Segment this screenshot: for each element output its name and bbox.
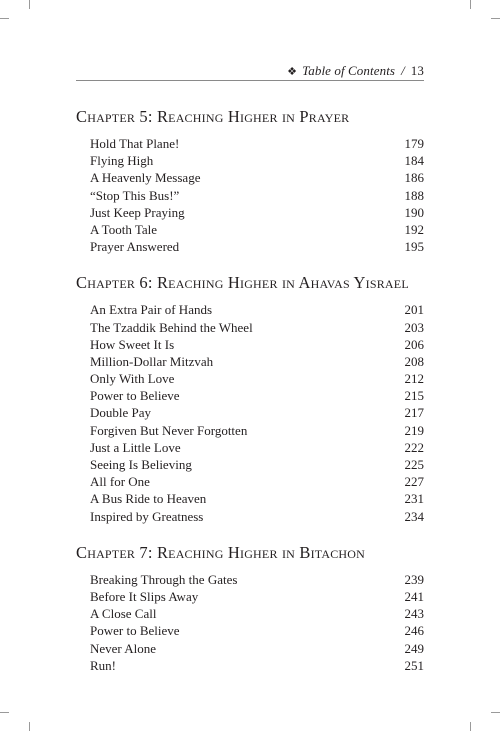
toc-entry <box>76 605 424 622</box>
toc-entry <box>76 508 424 525</box>
toc-entry-page: 201 <box>404 302 424 318</box>
chapter-section <box>76 542 424 674</box>
toc-entry <box>76 439 424 456</box>
toc-entry <box>76 169 424 186</box>
toc-entry <box>76 422 424 439</box>
chapter-title: Chapter 7: Reaching Higher in Bitachon <box>76 542 366 562</box>
toc-entry-title: Double Pay <box>90 405 152 421</box>
toc-entry <box>76 187 424 204</box>
toc-entry-page: 243 <box>404 606 424 622</box>
toc-entry-title: Hold That Plane! <box>90 136 180 151</box>
toc-entry-page: 246 <box>404 623 424 639</box>
toc-entry <box>76 221 424 238</box>
toc-entry <box>76 473 424 490</box>
toc-entry-title: Just Keep Praying <box>90 204 185 220</box>
toc-entry-title: Flying High <box>90 153 154 169</box>
toc-entry-title: Prayer Answered <box>90 239 180 255</box>
running-head-section: Table of Contents <box>302 63 396 78</box>
toc-entry <box>76 152 424 169</box>
toc-entry <box>76 301 424 318</box>
toc-entry <box>76 135 424 152</box>
toc-entry-page: 192 <box>404 221 424 237</box>
table-of-contents <box>76 106 424 674</box>
toc-entry-page: 225 <box>404 457 424 472</box>
toc-entry <box>76 456 424 473</box>
toc-entry-title: A Tooth Tale <box>90 221 158 237</box>
toc-entry-title: Run! <box>90 657 116 673</box>
toc-entry <box>76 490 424 507</box>
crop-mark-bottom-left <box>29 722 30 731</box>
toc-entry-title: A Bus Ride to Heaven <box>90 491 207 507</box>
crop-mark-top-right <box>470 0 471 9</box>
toc-entry-title: Power to Believe <box>90 623 180 639</box>
toc-entry-title: The Tzaddik Behind the Wheel <box>90 319 253 335</box>
toc-entry-page: 215 <box>404 388 424 404</box>
toc-entry-title: “Stop This Bus!” <box>90 187 180 203</box>
toc-entry-title: All for One <box>90 474 150 490</box>
chapter-title: Chapter 6: Reaching Higher in Ahavas Yisrael <box>76 273 409 293</box>
chapter-section <box>76 106 424 255</box>
toc-entry-title: Million-Dollar Mitzvah <box>90 353 214 369</box>
toc-entry-page: 206 <box>404 336 424 352</box>
toc-entry <box>76 336 424 353</box>
toc-entry-title: A Heavenly Message <box>90 170 201 186</box>
chapter-title: Chapter 5: Reaching Higher in Prayer <box>76 107 350 126</box>
toc-entry-page: 208 <box>404 353 424 369</box>
toc-entry-title: Never Alone <box>90 640 157 656</box>
toc-entry-title: Only With Love <box>90 371 175 387</box>
running-head-separator: / <box>401 63 405 78</box>
toc-entry-page: 217 <box>404 405 424 421</box>
toc-entry-title: Just a Little Love <box>90 439 181 455</box>
toc-entry <box>76 319 424 336</box>
toc-entry-page: 186 <box>404 170 424 186</box>
toc-entry <box>76 404 424 421</box>
toc-entry-page: 231 <box>404 491 424 507</box>
toc-entry <box>76 571 424 588</box>
toc-entry <box>76 353 424 370</box>
toc-entry <box>76 204 424 221</box>
toc-entry <box>76 622 424 639</box>
toc-entry <box>76 387 424 404</box>
toc-entry <box>76 657 424 674</box>
toc-entry-page: 184 <box>404 153 424 169</box>
toc-entry-title: Forgiven But Never Forgotten <box>90 422 248 438</box>
toc-entry-page: 239 <box>404 571 424 587</box>
toc-entry-page: 241 <box>404 588 424 604</box>
toc-entry-page: 190 <box>404 204 424 220</box>
toc-entry-page: 195 <box>404 239 424 255</box>
toc-entry-title: A Close Call <box>90 606 157 622</box>
crop-mark-right-bottom <box>491 712 500 713</box>
toc-entry-title: Breaking Through the Gates <box>90 571 238 587</box>
toc-entry-page: 222 <box>404 439 424 455</box>
crop-mark-bottom-right <box>470 722 471 731</box>
crop-mark-top-left <box>29 0 30 9</box>
toc-entry-page: 212 <box>404 371 424 387</box>
crop-mark-left-bottom <box>0 712 9 713</box>
toc-entry-title: Before It Slips Away <box>90 588 199 604</box>
crop-mark-right-top <box>491 18 500 19</box>
toc-entry-page: 251 <box>404 657 424 673</box>
toc-entry-page: 203 <box>404 319 424 335</box>
toc-entry-title: Seeing Is Believing <box>90 457 192 472</box>
toc-entry-page: 227 <box>404 474 424 490</box>
toc-entry <box>76 640 424 657</box>
toc-entry-page: 219 <box>404 422 424 438</box>
toc-entry-title: Power to Believe <box>90 388 180 404</box>
toc-entry-title: Inspired by Greatness <box>90 508 204 524</box>
running-head <box>287 63 424 79</box>
toc-entry-page: 249 <box>404 640 424 656</box>
ornament-icon: ❖ <box>287 66 298 78</box>
crop-mark-left-top <box>0 18 9 19</box>
toc-entry <box>76 588 424 605</box>
toc-entry-title: An Extra Pair of Hands <box>90 302 213 318</box>
toc-entry-page: 234 <box>404 508 424 524</box>
toc-entry-page: 188 <box>404 187 424 203</box>
toc-entry-title: How Sweet It Is <box>90 336 175 352</box>
toc-entry <box>76 370 424 387</box>
chapter-section <box>76 272 424 524</box>
page-number: 13 <box>410 63 424 78</box>
toc-entry-page: 179 <box>404 136 424 151</box>
toc-entry <box>76 238 424 255</box>
header-rule <box>76 80 424 81</box>
